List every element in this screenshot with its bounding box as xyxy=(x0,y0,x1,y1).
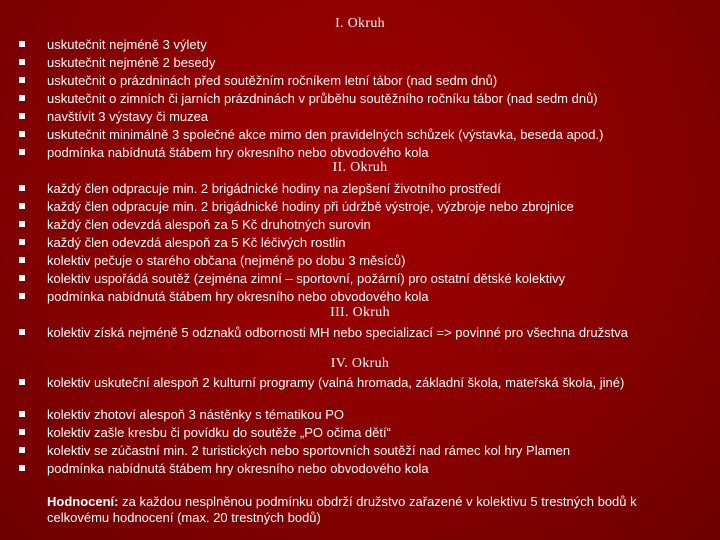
bullet-icon xyxy=(19,329,25,335)
bullet-icon xyxy=(19,185,25,191)
bullet-icon xyxy=(19,149,25,155)
bullet-icon xyxy=(19,429,25,435)
evaluation-text: za každou nesplněnou podmínku obdrží družstvo zařazené v kolektivu 5 trestných bodů k celkovému hodnocení (max. 20 trestných bodů) xyxy=(47,494,637,525)
bullet-icon xyxy=(19,131,25,137)
bullet-icon xyxy=(19,77,25,83)
slide: I. Okruh uskutečnit nejméně 3 výlety uskutečnit nejméně 2 besedy uskutečnit o prázdninách před soutěžním ročníkem letní tábor (nad sedm dnů) uskutečnit o zimních či jarních prázdninách v průběhu soutěžního ročníku tábor (nad sedm dnů) navštívit 3 výstavy či muzea uskutečnit minimálně 3 společné akce mimo den pravidelných schůzek (výstavka, beseda apod.) podmínka nabídnutá štábem hry okresního nebo obvodového kola II. Okruh každý člen odpracuje min. 2 brigádnické hodiny na zlepšení životního prostředí každý člen odpracuje min. 2 brigádnické hodiny při údržbě výstroje, výzbroje nebo zbrojnice každý člen odevzdá alespoň za 5 Kč druhotných surovin každý člen odevzdá alespoň za 5 Kč léčivých rostlin kolektiv pečuje o starého občana (nejméně po dobu 3 měsíců) kolektiv uspořádá soutěž (zejména zimní – sportovní, požární) pro ostatní dětské kolektivy podmínka nabídnutá štábem hry okresního nebo obvodového kola III. Okruh kolektiv získá nejméně 5 odznaků odbornosti MH nebo specializací => povinné pro všechna družstva IV. Okruh kolektiv uskuteční alespoň 2 kulturní programy (valná hromada, základní škola, mateřská škola, jiné) kolektiv zhotoví alespoň 3 nástěnky s tématikou PO kolektiv zašle kresbu či povídku do soutěže „PO očima dětí“ kolektiv se zúčastní min. 2 turistických nebo sportovních soutěží nad rámec kol hry Plamen podmínka nabídnutá štábem hry okresního nebo obvodového kola Hodnocení: za každou nesplněnou podmínku obdrží družstvo zařazené v kolektivu 5 trestných bodů k celkovému hodnocení (max. 20 trestných bodů) xyxy=(0,0,720,540)
bullet-icon xyxy=(19,221,25,227)
bullet-icon xyxy=(19,447,25,453)
bullet-icon xyxy=(19,59,25,65)
section-heading-4: IV. Okruh xyxy=(330,356,390,371)
bullet-icon xyxy=(19,113,25,119)
evaluation-label: Hodnocení: xyxy=(47,494,119,509)
bullet-icon xyxy=(19,293,25,299)
bullet-icon xyxy=(19,257,25,263)
bullet-icon xyxy=(19,411,25,417)
bullet-icon xyxy=(19,379,25,385)
bullet-icon xyxy=(19,275,25,281)
bullet-icon xyxy=(19,95,25,101)
bullet-icon xyxy=(19,41,25,47)
section-heading-3: III. Okruh xyxy=(330,305,390,320)
section-heading-2: II. Okruh xyxy=(332,160,388,175)
evaluation-note xyxy=(47,494,687,526)
bullet-icon xyxy=(19,239,25,245)
bullet-icon xyxy=(19,203,25,209)
bullet-icon xyxy=(19,465,25,471)
section-heading-1: I. Okruh xyxy=(335,16,385,31)
